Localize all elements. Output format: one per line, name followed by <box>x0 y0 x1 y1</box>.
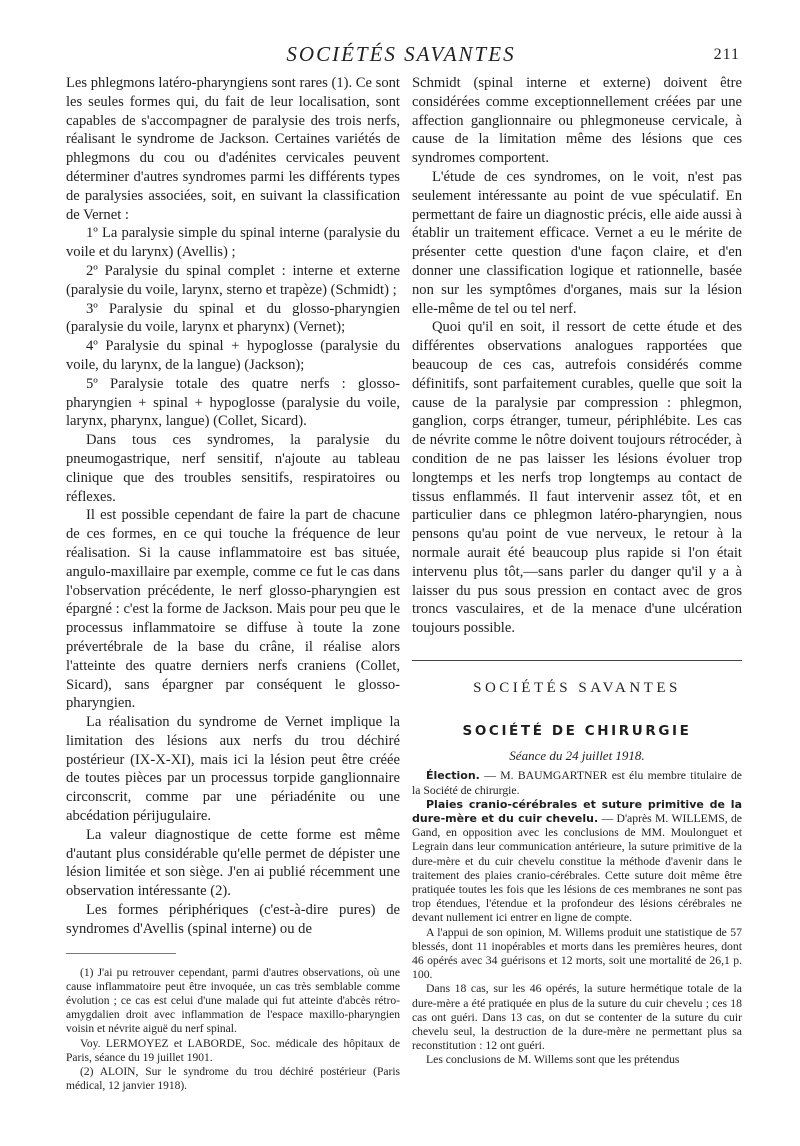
section-title: SOCIÉTÉS SAVANTES <box>473 679 681 696</box>
paragraph: La valeur diagnostique de cette forme est même d'autant plus considérable qu'elle permet de dépister une lésion limitée et son siège. J'en ai publié récemment une observation intéressante (2). <box>66 826 400 900</box>
session-date: Séance du 24 juillet 1918. <box>509 747 645 763</box>
paragraph: Quoi qu'il en soit, il ressort de cette étude et des différentes observations analogues rapportées que beaucoup de ces cas, autrefois considérés comme définitifs, sont parfaitement curables, quelle que soit la cause de la paralysie par compression : phlegmon, ganglion, corps étranger, tumeur, périphlébite. Les cas de névrite comme le nôtre doivent toujours rétrocéder, à condition de ne pas laisser les lésions évoluer trop longtemps et les nerfs trop longtemps au contact de tissus enflammés. Il faut intervenir assez tôt, et en particulier dans ce phlegmon latéro-pharyngien, nous pensons qu'au point de vue nerveux, le retour à la normale aurait été beaucoup plus rapide si l'on était intervenu plus tôt,—sans parler du danger qu'il y a à laisser du pus sous pression en contact avec de gros troncs vasculaires, et de la menace d'une ulcération toujours possible. <box>412 319 742 637</box>
left-column <box>66 74 400 1093</box>
footnote: (2) ALOIN, Sur le syndrome du trou déchiré postérieur (Paris médical, 12 janvier 1918). <box>66 1066 400 1093</box>
paragraph: Les phlegmons latéro-pharyngiens sont rares (1). Ce sont les seules formes qui, du fait de leur localisation, sont capables de s'accompagner de paralysie des trois nerfs, réalisant le syndrome de Jackson. Certaines variétés de phlegmons du cou ou d'adénites cervicales peuvent déterminer d'autres syndromes parmi les différents types de paralysies associées, soit, en suivant la classification de Vernet : <box>66 75 400 223</box>
page-number: 211 <box>713 46 740 63</box>
report-paragraph: Les conclusions de M. Willems sont que les prétendus <box>426 1053 680 1067</box>
plaies-label: Plaies cranio-cérébrales et suture primitive de la dure-mère et du cuir chevelu. <box>412 797 742 825</box>
list-item: 4º Paralysie du spinal + hypoglosse (paralysie du voile, du larynx, de la langue) (Jackson); <box>66 338 400 373</box>
right-column <box>412 74 742 1068</box>
list-item: 2º Paralysie du spinal complet : interne et externe (paralysie du voile, larynx, sterno et trapèze) (Schmidt) ; <box>66 262 400 298</box>
election-text: — M. BAUMGARTNER est élu membre titulaire de la Société de chirurgie. <box>412 769 742 797</box>
paragraph: Dans tous ces syndromes, la paralysie du pneumogastrique, nerf sensitif, n'ajoute au tableau clinique que des troubles sensitifs, respiratoires ou réflexes. <box>66 432 400 505</box>
society-report <box>412 769 742 1067</box>
footnote-divider <box>66 953 176 960</box>
section-divider <box>412 660 742 661</box>
footnote: (1) J'ai pu retrouver cependant, parmi d'autres observations, où une cause inflammatoire peut être invoquée, un cas très semblable comme évolution ; ce cas est celui d'une malade qui fut atteinte d'abcès rétro-amygdalien droit avec inflammation de l'espace maxillo-pharyngien voisin et névrite aiguë du nerf spinal. <box>66 966 400 1036</box>
paragraph: Schmidt (spinal interne et externe) doivent être considérées comme exceptionnellement créées par une affection ganglionnaire ou phlegmoneuse cervicale, à cause de la limitation même des lésions que ces syndromes comportent. <box>412 75 742 167</box>
list-item: 3º Paralysie du spinal et du glosso-pharyngien (paralysie du voile, larynx et pharynx) (Vernet); <box>66 300 400 336</box>
paragraph: La réalisation du syndrome de Vernet implique la limitation des lésions aux nerfs du trou déchiré postérieur (IX-X-XI), mais ici la lésion peut être créée de toutes pièces par un processus torpide ganglionnaire circonscrit, comme par une périadénite ou une abcédation périjugulaire. <box>66 714 400 825</box>
paragraph: Les formes périphériques (c'est-à-dire pures) de syndromes d'Avellis (spinal interne) ou de <box>66 902 400 937</box>
running-title: SOCIÉTÉS SAVANTES <box>286 42 516 66</box>
footnotes <box>66 966 400 1094</box>
plaies-text: — D'après M. WILLEMS, de Gand, en opposition avec les conclusions de MM. Moulonguet et Legrain dans leur communication antérieure, la suture primitive de la dure-mère et du cuir chevelu constitue la méthode d'avenir dans le traitement des plaies cranio-cérébrales. Cette suture doit même être pratiquée toutes les fois que les lésions de ces membranes ne sont pas trop étendues, l'étendue et la profondeur des lésions cérébrales ne devant nullement ici entrer en ligne de compte. <box>412 811 742 925</box>
list-item: 5º Paralysie totale des quatre nerfs : glosso-pharyngien + spinal + hypoglosse (paralysie du voile, larynx, pharynx, langue) (Collet, Sicard). <box>66 375 400 430</box>
report-paragraph: A l'appui de son opinion, M. Willems produit une statistique de 57 blessés, dont 11 inopérables et morts dans les premières heures, dont 46 opérés avec 34 guérisons et 12 morts, soit une mortalité de 26,1 p. 100. <box>412 925 742 982</box>
report-paragraph: Dans 18 cas, sur les 46 opérés, la suture hermétique totale de la dure-mère a été pratiquée en plus de la suture du cuir chevelu ; ces 18 cas ont guéri. Dans 13 cas, on dut se contenter de la suture du cuir chevelu seul, la destruction de la dure-mère ne permettant plus sa reconstitution : 12 ont guéri. <box>412 982 742 1053</box>
election-label: Élection. <box>426 769 480 783</box>
paragraph: L'étude de ces syndromes, on le voit, n'est pas seulement intéressante au point de vue spéculatif. En permettant de faire un diagnostic précis, elle aide aussi à établir un traitement efficace. Vernet a eu le mérite de présenter cette question d'une façon claire, et d'en donner une classification logique et rationnelle, basée non sur les symptômes d'organes, mais sur la lésion elle-même de tel ou tel nerf. <box>412 168 742 317</box>
society-heading: SOCIÉTÉ DE CHIRURGIE <box>462 722 692 739</box>
list-item: 1º La paralysie simple du spinal interne (paralysie du voile et du larynx) (Avellis) ; <box>66 225 400 261</box>
paragraph: Il est possible cependant de faire la part de chacune de ces formes, en ce qui touche la fréquence de leur réalisation. Si la cause inflammatoire est bas située, angulo-maxillaire par exemple, comme ce fut le cas dans l'observation précédente, le nerf glosso-pharyngien est épargné : c'est la forme de Jackson. Mais pour peu que le processus inflammatoire se diffuse à toute la zone prévertébrale de la base du crâne, il réalise alors l'atteinte des quatre derniers nerfs craniens (Collet, Sicard), sans épargner par conséquent le glosso-pharyngien. <box>66 507 400 712</box>
footnote: Voy. LERMOYEZ et LABORDE, Soc. médicale des hôpitaux de Paris, séance du 19 juillet 1901. <box>66 1037 400 1064</box>
